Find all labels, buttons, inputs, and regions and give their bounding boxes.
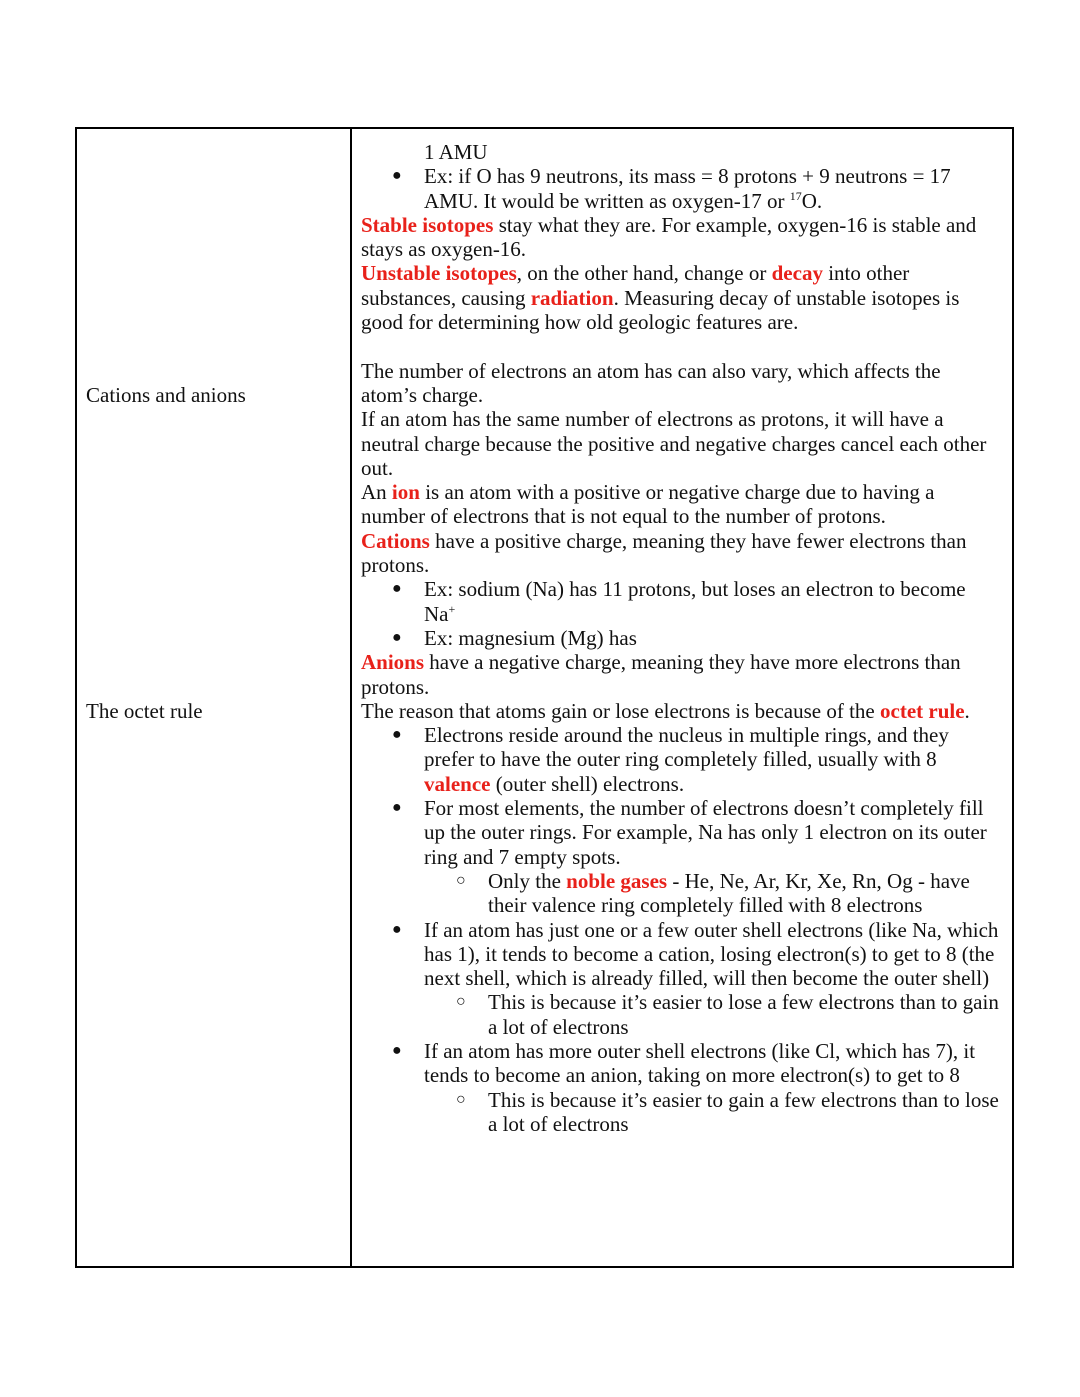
electrons-vary-cont: atom’s charge.: [361, 382, 484, 407]
decay-term: decay: [771, 261, 823, 286]
sodium-ion: Na+: [424, 601, 456, 626]
anions-line: Anions have a negative charge, meaning they have more electrons than: [361, 650, 961, 675]
radiation-line: substances, causing radiation. Measuring decay of unstable isotopes is: [361, 285, 960, 310]
neutral-charge-cont: neutral charge because the positive and negative charges cancel each other: [361, 431, 987, 456]
unstable-isotopes-line: Unstable isotopes, on the other hand, change or decay into other: [361, 261, 910, 286]
radiation-term: radiation: [530, 285, 614, 310]
electron-rings-cont: prefer to have the outer ring completely filled, usually with 8: [424, 747, 937, 772]
sub-bullet-easier-lose: ○ This is because it’s easier to lose a few electrons than to gain: [361, 990, 1011, 1014]
easier-gain-cont: a lot of electrons: [488, 1111, 629, 1136]
neutral-charge-end: out.: [361, 455, 394, 480]
sub-bullet-easier-gain: ○ This is because it’s easier to gain a few electrons than to lose: [361, 1088, 1011, 1112]
cation-tendency-end: next shell, which is already filled, will then become the outer shell): [424, 966, 990, 991]
anion-tendency-cont: tends to become an anion, taking on more electron(s) to get to 8: [424, 1063, 960, 1088]
notes-content: [361, 140, 1011, 1136]
bullet-cation-tendency: ● If an atom has just one or a few outer shell electrons (like Na, which: [361, 918, 1011, 942]
geologic-line: good for determining how old geologic features are.: [361, 310, 799, 335]
valence-term: valence: [424, 771, 491, 796]
bullet-magnesium-example: ● Ex: magnesium (Mg) has: [361, 626, 1011, 650]
neutral-charge-line: If an atom has the same number of electrons as protons, it will have a: [361, 407, 944, 432]
noble-gases-cont: their valence ring completely filled with 8 electrons: [488, 893, 923, 918]
bullet-anion-tendency: ● If an atom has more outer shell electrons (like Cl, which has 7), it: [361, 1039, 1011, 1063]
ion-term: ion: [391, 480, 420, 505]
cations-line: Cations have a positive charge, meaning they have fewer electrons than: [361, 528, 967, 553]
stable-isotopes-line: Stable isotopes stay what they are. For example, oxygen-16 is stable and: [361, 212, 977, 237]
most-elements-cont: up the outer rings. For example, Na has only 1 electron on its outer: [424, 820, 987, 845]
column-divider: [350, 129, 352, 1266]
cations-term: Cations: [361, 528, 430, 553]
octet-reason-line: The reason that atoms gain or lose electrons is because of the octet rule.: [361, 698, 970, 723]
amu-line: 1 AMU: [424, 140, 488, 164]
ion-definition-line: An ion is an atom with a positive or negative charge due to having a: [361, 480, 935, 505]
isotope-superscript: 17: [789, 188, 802, 203]
notes-table: [75, 127, 1014, 1268]
cations-cont: protons.: [361, 553, 430, 578]
octet-rule-term: octet rule: [880, 698, 965, 723]
electrons-vary-line: The number of electrons an atom has can also vary, which affects the: [361, 358, 941, 383]
cations-anions-label: Cations and anions: [86, 383, 246, 407]
stable-isotopes-cont: stays as oxygen-16.: [361, 237, 527, 262]
oxygen-example-cont: AMU. It would be written as oxygen-17 or $^{17}$O.: [424, 188, 823, 213]
unstable-isotopes-term: Unstable isotopes: [361, 261, 517, 286]
noble-gases-term: noble gases: [566, 868, 668, 893]
bullet-most-elements: ● For most elements, the number of electrons doesn’t completely fill: [361, 796, 1011, 820]
cation-tendency-cont: has 1), it tends to become a cation, losing electron(s) to get to 8 (the: [424, 941, 995, 966]
easier-lose-cont: a lot of electrons: [488, 1014, 629, 1039]
ion-definition-cont: number of electrons that is not equal to the number of protons.: [361, 504, 886, 529]
anions-term: Anions: [361, 650, 425, 675]
stable-isotopes-term: Stable isotopes: [361, 212, 494, 237]
anions-cont: protons.: [361, 674, 430, 699]
charge-superscript: +: [448, 601, 456, 616]
valence-line: valence (outer shell) electrons.: [424, 771, 685, 796]
most-elements-end: ring and 7 empty spots.: [424, 844, 621, 869]
octet-rule-label: The octet rule: [86, 699, 203, 723]
sub-bullet-noble-gases: ○ Only the noble gases - He, Ne, Ar, Kr, Xe, Rn, Og - have: [361, 869, 1011, 893]
bullet-oxygen-example: ● Ex: if O has 9 neutrons, its mass = 8 protons + 9 neutrons = 17: [361, 164, 1011, 188]
bullet-electron-rings: ● Electrons reside around the nucleus in multiple rings, and they: [361, 723, 1011, 747]
bullet-sodium-example: ● Ex: sodium (Na) has 11 protons, but loses an electron to become: [361, 577, 1011, 601]
